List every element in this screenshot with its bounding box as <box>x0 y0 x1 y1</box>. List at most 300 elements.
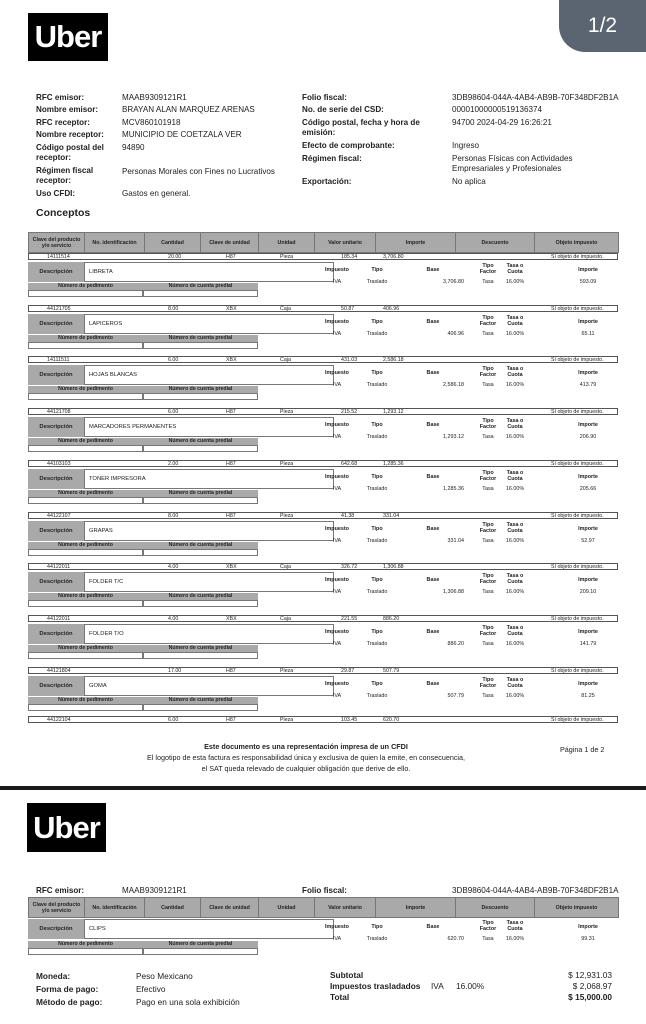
tipo-value: Traslado <box>366 331 388 337</box>
objeto-impuesto: Sí objeto de impuesto. <box>551 254 604 260</box>
impuesto-value: IVA <box>332 589 342 595</box>
tasa-value: 16.00% <box>505 589 525 595</box>
col-header: No. identificación <box>85 233 145 253</box>
tasa-value: 16.00% <box>505 279 525 285</box>
tipo-factor-label: Tipo Factor <box>479 418 497 430</box>
descripcion-label: Descripción <box>28 676 84 696</box>
pedimento-label: Número de pedimento <box>28 542 143 549</box>
descripcion-value: LAPICEROS <box>84 314 334 334</box>
cuenta-predial-label: Número de cuenta predial <box>143 438 258 445</box>
cuenta-predial-value <box>143 290 258 297</box>
page-indicator-badge[interactable]: 1/2 <box>559 0 646 52</box>
descripcion-value: HOJAS BLANCAS <box>84 365 334 385</box>
objeto-impuesto: Sí objeto de impuesto. <box>551 564 604 570</box>
valor-unitario: 431.03 <box>341 357 358 363</box>
valor-unitario: 41.38 <box>341 513 355 519</box>
importe-value: 52.97 <box>581 538 595 544</box>
importe-value: 141.79 <box>579 641 597 647</box>
cuenta-predial-label: Número de cuenta predial <box>143 490 258 497</box>
conceptos-table-header-page-2 <box>28 897 619 918</box>
cp-fecha-value: 94700 2024-04-29 16:26:21 <box>452 118 552 127</box>
pedimento-label: Número de pedimento <box>28 645 143 652</box>
tasa-value: 16.00% <box>505 936 525 942</box>
col-header: Objeto impuesto <box>535 233 619 253</box>
tasa-value: 16.00% <box>505 486 525 492</box>
impuesto-value: IVA <box>332 693 342 699</box>
col-header: Clave de unidad <box>201 233 259 253</box>
metodo-pago-value: Pago en una sola exhibición <box>136 997 240 1007</box>
efecto-value: Ingreso <box>452 141 479 150</box>
tasa-value: 16.00% <box>505 693 525 699</box>
importe: 507.79 <box>383 668 400 674</box>
descripcion-value: CLIPS <box>84 919 334 939</box>
valor-unitario: 642.68 <box>341 461 358 467</box>
cp-receptor-label: Código postal del receptor: <box>36 143 104 162</box>
rfc-receptor-value: MCV860101918 <box>122 118 181 127</box>
impuestos-trasladados-label: Impuestos trasladados <box>330 981 421 991</box>
valor-unitario: 221.55 <box>341 616 358 622</box>
importe: 3,706.80 <box>383 254 404 260</box>
base-label: Base <box>426 577 440 583</box>
tasa-cuota-label: Tasa o Cuota <box>506 418 524 430</box>
impuesto-value: IVA <box>332 641 342 647</box>
impuesto-label: Impuesto <box>325 474 349 480</box>
pedimento-value <box>28 290 143 297</box>
factor-value: Tasa <box>482 589 494 595</box>
factor-value: Tasa <box>482 382 494 388</box>
pedimento-value <box>28 497 143 504</box>
cuenta-predial-value <box>143 393 258 400</box>
impuesto-label: Impuesto <box>325 681 349 687</box>
impuesto-value: IVA <box>332 538 342 544</box>
cuenta-predial-label: Número de cuenta predial <box>143 386 258 393</box>
concept-code-row <box>28 716 618 723</box>
cuenta-predial-label: Número de cuenta predial <box>143 645 258 652</box>
col-header: Clave del producto y/o servicio <box>29 898 85 918</box>
pedimento-value <box>28 948 143 955</box>
importe: 1,285.36 <box>383 461 404 467</box>
clave-unidad: H87 <box>226 409 236 415</box>
tasa-value: 16.00% <box>505 538 525 544</box>
base-label: Base <box>426 319 440 325</box>
col-header: Valor unitario <box>315 233 376 253</box>
objeto-impuesto: Sí objeto de impuesto. <box>551 409 604 415</box>
tipo-factor-label: Tipo Factor <box>479 677 497 689</box>
exportacion-value: No aplica <box>452 177 486 186</box>
serie-csd-label: No. de serie del CSD: <box>302 105 384 114</box>
tasa-cuota-label: Tasa o Cuota <box>506 366 524 378</box>
descripcion-label: Descripción <box>28 417 84 437</box>
conceptos-table-header <box>28 232 619 253</box>
tipo-value: Traslado <box>366 693 388 699</box>
importe-label: Importe <box>578 267 598 273</box>
objeto-impuesto: Sí objeto de impuesto. <box>551 668 604 674</box>
importe-value: 209.10 <box>579 589 597 595</box>
cuenta-predial-value <box>143 652 258 659</box>
descripcion-value: MARCADORES PERMANENTES <box>84 417 334 437</box>
uber-logo: Uber <box>27 803 106 852</box>
rfc-emisor-label: RFC emisor: <box>36 93 85 102</box>
pedimento-value <box>28 445 143 452</box>
importe-label: Importe <box>578 319 598 325</box>
tipo-label: Tipo <box>371 924 383 930</box>
tipo-factor-label: Tipo Factor <box>479 470 497 482</box>
tipo-factor-label: Tipo Factor <box>479 315 497 327</box>
concept-code-row <box>28 667 618 674</box>
cuenta-predial-label: Número de cuenta predial <box>143 593 258 600</box>
uso-cfdi-label: Uso CFDI: <box>36 189 76 198</box>
col-header: Valor unitario <box>315 898 376 918</box>
objeto-impuesto: Sí objeto de impuesto. <box>551 357 604 363</box>
clave-producto: 44121705 <box>47 306 71 312</box>
clave-unidad: XBX <box>226 564 237 570</box>
folio-fiscal-value: 3DB98604-044A-4AB4-AB9B-70F348DF2B1A <box>452 93 619 102</box>
tipo-value: Traslado <box>366 538 388 544</box>
unidad: Caja <box>280 616 291 622</box>
descripcion-value: LIBRETA <box>84 262 334 282</box>
importe-value: 65.11 <box>581 331 595 337</box>
cp-fecha-label: Código postal, fecha y hora de emisión: <box>302 118 420 137</box>
importe-label: Importe <box>578 526 598 532</box>
efecto-label: Efecto de comprobante: <box>302 141 395 150</box>
base-value: 2,586.18 <box>443 382 464 388</box>
importe-value: 81.25 <box>581 693 595 699</box>
col-header: Unidad <box>259 898 315 918</box>
tipo-factor-label: Tipo Factor <box>479 920 497 932</box>
regimen-receptor-value: Personas Morales con Fines no Lucrativos <box>122 167 275 176</box>
tasa-value: 16.00% <box>505 641 525 647</box>
regimen-fiscal-label: Régimen fiscal: <box>302 154 362 163</box>
cuenta-predial-value <box>143 497 258 504</box>
page-divider <box>0 786 646 790</box>
tipo-label: Tipo <box>371 370 383 376</box>
factor-value: Tasa <box>482 936 494 942</box>
unidad: Pieza <box>280 513 294 519</box>
conceptos-heading: Conceptos <box>36 207 91 219</box>
col-header: Descuento <box>456 233 535 253</box>
pedimento-value <box>28 342 143 349</box>
importe-value: 205.66 <box>579 486 597 492</box>
descripcion-value: FOLDER T/O <box>84 624 334 644</box>
tasa-cuota-label: Tasa o Cuota <box>506 522 524 534</box>
pedimento-label: Número de pedimento <box>28 386 143 393</box>
importe: 886.20 <box>383 616 400 622</box>
total-value: $ 15,000.00 <box>568 992 612 1002</box>
tipo-label: Tipo <box>371 629 383 635</box>
tasa-cuota-label: Tasa o Cuota <box>506 573 524 585</box>
importe-value: 206.90 <box>579 434 597 440</box>
pedimento-value <box>28 600 143 607</box>
factor-value: Tasa <box>482 693 494 699</box>
exportacion-label: Exportación: <box>302 177 352 186</box>
tipo-label: Tipo <box>371 526 383 532</box>
impuesto-label: Impuesto <box>325 629 349 635</box>
valor-unitario: 326.72 <box>341 564 358 570</box>
factor-value: Tasa <box>482 486 494 492</box>
importe-value: 413.79 <box>579 382 597 388</box>
tipo-value: Traslado <box>366 589 388 595</box>
descripcion-label: Descripción <box>28 521 84 541</box>
tipo-label: Tipo <box>371 681 383 687</box>
objeto-impuesto: Sí objeto de impuesto. <box>551 513 604 519</box>
impuesto-label: Impuesto <box>325 267 349 273</box>
tasa-cuota-label: Tasa o Cuota <box>506 625 524 637</box>
cuenta-predial-label: Número de cuenta predial <box>143 697 258 704</box>
base-label: Base <box>426 474 440 480</box>
regimen-receptor-label: Régimen fiscal receptor: <box>36 166 94 185</box>
rfc-receptor-label: RFC receptor: <box>36 118 90 127</box>
clave-producto: 44121804 <box>47 668 71 674</box>
importe: 406.96 <box>383 306 400 312</box>
clave-producto: 44122104 <box>47 717 71 723</box>
cantidad: 6.00 <box>168 357 179 363</box>
base-value: 406.96 <box>447 331 464 337</box>
col-header: No. identificación <box>85 898 145 918</box>
tipo-value: Traslado <box>366 936 388 942</box>
base-value: 507.79 <box>447 693 464 699</box>
descripcion-value: GOMA <box>84 676 334 696</box>
clave-producto: 14111514 <box>47 254 70 260</box>
clave-producto: 14111511 <box>47 357 70 363</box>
cantidad: 6.00 <box>168 409 179 415</box>
total-label: Total <box>330 992 350 1002</box>
descripcion-label: Descripción <box>28 572 84 592</box>
tasa-cuota-label: Tasa o Cuota <box>506 263 524 275</box>
valor-unitario: 29.87 <box>341 668 355 674</box>
tipo-label: Tipo <box>371 577 383 583</box>
tipo-value: Traslado <box>366 382 388 388</box>
tipo-label: Tipo <box>371 267 383 273</box>
pedimento-value <box>28 549 143 556</box>
objeto-impuesto: Sí objeto de impuesto. <box>551 306 604 312</box>
base-value: 1,293.12 <box>443 434 464 440</box>
impuesto-label: Impuesto <box>325 422 349 428</box>
pedimento-label: Número de pedimento <box>28 697 143 704</box>
col-header: Clave de unidad <box>201 898 259 918</box>
base-label: Base <box>426 422 440 428</box>
clave-unidad: XBX <box>226 306 237 312</box>
cp-receptor-value: 94890 <box>122 143 145 152</box>
unidad: Caja <box>280 306 291 312</box>
concept-code-row <box>28 356 618 363</box>
forma-pago-label: Forma de pago: <box>36 984 99 994</box>
factor-value: Tasa <box>482 279 494 285</box>
base-label: Base <box>426 267 440 273</box>
base-label: Base <box>426 924 440 930</box>
cuenta-predial-value <box>143 549 258 556</box>
tipo-value: Traslado <box>366 641 388 647</box>
base-value: 1,306.88 <box>443 589 464 595</box>
cuenta-predial-value <box>143 704 258 711</box>
pedimento-label: Número de pedimento <box>28 283 143 290</box>
impuestos-tasa: 16.00% <box>456 981 485 991</box>
clave-unidad: XBX <box>226 357 237 363</box>
valor-unitario: 185.34 <box>341 254 358 260</box>
impuesto-label: Impuesto <box>325 526 349 532</box>
concept-code-row <box>28 253 618 260</box>
tasa-cuota-label: Tasa o Cuota <box>506 470 524 482</box>
cfdi-notice: Este documento es una representación impresa de un CFDI <box>204 742 408 751</box>
concept-code-row <box>28 408 618 415</box>
base-value: 3,706.80 <box>443 279 464 285</box>
importe-label: Importe <box>578 422 598 428</box>
unidad: Pieza <box>280 717 294 723</box>
impuesto-label: Impuesto <box>325 577 349 583</box>
cuenta-predial-label: Número de cuenta predial <box>143 542 258 549</box>
base-label: Base <box>426 526 440 532</box>
impuesto-value: IVA <box>332 382 342 388</box>
descripcion-label: Descripción <box>28 262 84 282</box>
objeto-impuesto: Sí objeto de impuesto. <box>551 717 604 723</box>
cantidad: 20.00 <box>168 254 182 260</box>
impuesto-value: IVA <box>332 936 342 942</box>
cuenta-predial-value <box>143 948 258 955</box>
valor-unitario: 50.87 <box>341 306 355 312</box>
pedimento-label: Número de pedimento <box>28 438 143 445</box>
impuestos-tipo: IVA <box>431 981 444 991</box>
cantidad: 6.00 <box>168 717 179 723</box>
page-number: Página 1 de 2 <box>560 745 605 754</box>
importe-label: Importe <box>578 370 598 376</box>
subtotal-value: $ 12,931.03 <box>568 970 612 980</box>
col-header: Importe <box>376 898 456 918</box>
objeto-impuesto: Sí objeto de impuesto. <box>551 461 604 467</box>
tipo-value: Traslado <box>366 279 388 285</box>
cantidad: 17.00 <box>168 668 182 674</box>
logo-disclaimer-1: El logotipo de esta factura es responsabilidad única y exclusiva de quien la emite, en consecuencia, <box>146 753 466 762</box>
descripcion-label: Descripción <box>28 469 84 489</box>
tasa-cuota-label: Tasa o Cuota <box>506 315 524 327</box>
col-header: Cantidad <box>145 233 201 253</box>
unidad: Pieza <box>280 409 294 415</box>
unidad: Pieza <box>280 254 294 260</box>
cantidad: 4.00 <box>168 564 179 570</box>
pedimento-label: Número de pedimento <box>28 335 143 342</box>
descripcion-label: Descripción <box>28 919 84 939</box>
metodo-pago-label: Método de pago: <box>36 997 103 1007</box>
factor-value: Tasa <box>482 538 494 544</box>
base-label: Base <box>426 370 440 376</box>
importe-label: Importe <box>578 681 598 687</box>
clave-producto: 44121708 <box>47 409 71 415</box>
unidad: Pieza <box>280 668 294 674</box>
cuenta-predial-label: Número de cuenta predial <box>143 941 258 948</box>
clave-producto: 44103103 <box>47 461 71 467</box>
valor-unitario: 215.52 <box>341 409 358 415</box>
col-header: Importe <box>376 233 456 253</box>
cantidad: 8.00 <box>168 513 179 519</box>
subtotal-label: Subtotal <box>330 970 364 980</box>
pedimento-label: Número de pedimento <box>28 490 143 497</box>
base-value: 886.20 <box>447 641 464 647</box>
folio-fiscal-label: Folio fiscal: <box>302 886 347 895</box>
col-header: Objeto impuesto <box>535 898 619 918</box>
importe-value: 593.09 <box>579 279 597 285</box>
unidad: Caja <box>280 357 291 363</box>
base-value: 331.04 <box>447 538 464 544</box>
concept-code-row <box>28 563 618 570</box>
invoice-header <box>0 0 646 205</box>
nombre-emisor-value: BRAYAN ALAN MARQUEZ ARENAS <box>122 105 255 114</box>
unidad: Caja <box>280 564 291 570</box>
descripcion-value: GRAPAS <box>84 521 334 541</box>
concept-code-row <box>28 460 618 467</box>
logo-disclaimer-2: el SAT queda relevado de cualquier obligación que derive de ello. <box>201 764 411 773</box>
cantidad: 4.00 <box>168 616 179 622</box>
clave-unidad: H87 <box>226 461 236 467</box>
cantidad: 2.00 <box>168 461 179 467</box>
importe-label: Importe <box>578 924 598 930</box>
cuenta-predial-label: Número de cuenta predial <box>143 335 258 342</box>
tasa-cuota-label: Tasa o Cuota <box>506 920 524 932</box>
tipo-label: Tipo <box>371 422 383 428</box>
folio-fiscal-label: Folio fiscal: <box>302 93 347 102</box>
tipo-label: Tipo <box>371 474 383 480</box>
impuesto-label: Impuesto <box>325 924 349 930</box>
importe-label: Importe <box>578 629 598 635</box>
impuesto-label: Impuesto <box>325 319 349 325</box>
concept-code-row <box>28 305 618 312</box>
descripcion-label: Descripción <box>28 365 84 385</box>
objeto-impuesto: Sí objeto de impuesto. <box>551 616 604 622</box>
impuesto-value: IVA <box>332 486 342 492</box>
base-value: 1,285.36 <box>443 486 464 492</box>
tipo-factor-label: Tipo Factor <box>479 366 497 378</box>
tasa-value: 16.00% <box>505 382 525 388</box>
unidad: Pieza <box>280 461 294 467</box>
col-header: Clave del producto y/o servicio <box>29 233 85 253</box>
impuesto-value: IVA <box>332 331 342 337</box>
importe: 620.70 <box>383 717 400 723</box>
moneda-label: Moneda: <box>36 971 71 981</box>
tipo-label: Tipo <box>371 319 383 325</box>
nombre-emisor-label: Nombre emisor: <box>36 105 99 114</box>
tasa-cuota-label: Tasa o Cuota <box>506 677 524 689</box>
importe: 1,293.12 <box>383 409 404 415</box>
base-value: 620.70 <box>447 936 464 942</box>
importe: 2,586.18 <box>383 357 404 363</box>
importe: 331.04 <box>383 513 400 519</box>
folio-fiscal-value: 3DB98604-044A-4AB4-AB9B-70F348DF2B1A <box>452 886 619 895</box>
base-label: Base <box>426 629 440 635</box>
tasa-value: 16.00% <box>505 331 525 337</box>
clave-producto: 44122011 <box>47 616 71 622</box>
clave-unidad: H87 <box>226 668 236 674</box>
cantidad: 8.00 <box>168 306 179 312</box>
impuesto-value: IVA <box>332 279 342 285</box>
col-header: Descuento <box>456 898 535 918</box>
pedimento-label: Número de pedimento <box>28 941 143 948</box>
moneda-value: Peso Mexicano <box>136 971 193 981</box>
cuenta-predial-value <box>143 342 258 349</box>
importe-label: Importe <box>578 474 598 480</box>
concept-code-row <box>28 615 618 622</box>
invoice-page-2 <box>0 793 646 1024</box>
tipo-value: Traslado <box>366 434 388 440</box>
rfc-emisor-value: MAAB9309121R1 <box>122 93 187 102</box>
uso-cfdi-value: Gastos en general. <box>122 189 191 198</box>
nombre-receptor-label: Nombre receptor: <box>36 130 104 139</box>
uber-logo: Uber <box>28 13 108 61</box>
rfc-emisor-label: RFC emisor: <box>36 886 85 895</box>
descripcion-label: Descripción <box>28 314 84 334</box>
tipo-factor-label: Tipo Factor <box>479 263 497 275</box>
col-header: Unidad <box>259 233 315 253</box>
tipo-factor-label: Tipo Factor <box>479 522 497 534</box>
descripcion-value: TONER IMPRESORA <box>84 469 334 489</box>
clave-unidad: H87 <box>226 254 236 260</box>
cuenta-predial-label: Número de cuenta predial <box>143 283 258 290</box>
